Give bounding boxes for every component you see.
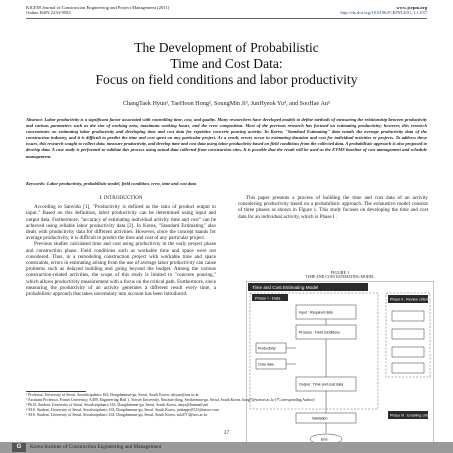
validation-box-text: Validation [312, 416, 328, 421]
footnote-rule [26, 391, 86, 392]
crew-box-text: Crew data [258, 362, 274, 367]
abstract: Abstract: Labor productivity is a significant factor associated with controlling time, cost, and quality. Many researchers have developed models to define methods of measuring the relationship between productivity and various parameters such as the size of working area, maximum working hours, and the crew composition. Most of the previous research has focused on estimating productivity; however, this research concentrates on estimating labor productivity and developing time and cost data for repetitive concrete pouring activity. In Korea, "Standard Estimating" data entails the average productivity data of the construction industry, and it is difficult to predict the time and cost spent on any particular project. As a result, errors occur in estimating duration and cost for individual activities or projects. To address these issues, this research sought to collect data, measure productivity, and develop time and cost data using labor productivity based on field conditions from the collected data. A probabilistic approach is also proposed to develop data. A case study is performed to validate this process using actual data collected from construction sites. It is possible that the result will be used as the EVMS baseline of cost management and schedule management. [26, 117, 427, 159]
publisher-name: Korea Institute of Construction Engineering and Management [30, 444, 162, 450]
intro-paragraph-1: According to Sanvido [1], "Productivity is defined as the ratio of product output to input." Based on this definition, labor productivity can be determined using input and output data. Furthermore, "accuracy of estimating individual activity time and cost" can be achieved using reliable labor productivity data [2]. In Korea, "Standard Estimating" also deals with productivity data for different activities. However, since the concept stands for average productivity, it is difficult to predict the time and cost of any particular project. [26, 204, 216, 242]
title-line-1: The Development of Probabilistic [134, 40, 319, 55]
output-box-text: Output : Time and cost data [299, 382, 344, 387]
phase3-label: Phase III : Enabling criteria [390, 413, 433, 418]
banner-text: Time and Cost Estimating Model [252, 285, 319, 290]
footnotes [26, 393, 427, 418]
footnote-4: ⁴ M.S. Student, University of Seoul, Seoulsiripdaero 163, Dongdaemun-gu, Seoul, South Korea, junhappy0521@naver.com [26, 408, 219, 413]
right-column [238, 195, 428, 220]
paper-title [40, 40, 413, 88]
footnote-2: ² Assistant Professor, Yonsei University, A409, Engineering Hall 1, Yonsei University, Sinchon-dong, Seodaemun-gu, Seoul, South Korea, hong7@yonsei.ac.kr (*Corresponding Author) [26, 398, 315, 403]
title-line-3: Focus on field conditions and labor productivity [95, 72, 358, 87]
process-box-text: Process : Field conditions [299, 330, 340, 335]
journal-website-link[interactable]: www.jcepm.org [396, 5, 427, 10]
productivity-box-text: Productivity [258, 346, 276, 351]
right-paragraph: This paper presents a process of building the time and cost data of an activity considering productivity based on a probabilistic approach. The exhaustive model consists of three phases as shown in Figure 1. This study focuses on developing the time and cost data for an individual activity, which is Phase I . [238, 195, 428, 220]
publisher-logo: G [12, 443, 26, 452]
title-line-2: Time and Cost Data: [170, 56, 283, 71]
footnote-3: ³ Ph.D. Student, University of Seoul, Seoulsiripdaero 163, Dongdaemun-gu, Seoul, South Korea, ismjx@hanmail.net [26, 403, 209, 408]
journal-header [26, 5, 169, 16]
footnote-1: ¹ Professor, University of Seoul, Seoulsiripdaero 163, Dongdaemun-gu, Seoul, South Korea, cthyun@uos.ac.kr [26, 393, 199, 397]
phase2-box-1 [392, 311, 424, 321]
end-node-text: End [321, 437, 328, 442]
phase1-label: Phase I : Data [255, 295, 281, 301]
author-list: ChangTaek Hyun¹, TaeHoon Hong², SoungMin Ji³, JunHyeok Yu⁴, and SooHae An⁵ [122, 100, 331, 107]
phase2-box-4 [392, 363, 424, 373]
issn: Online ISSN 2233-9582 [26, 10, 71, 16]
doi-link[interactable]: http://dx.doi.org/10.6106/JCEPM.2011.1.1.037 [340, 10, 427, 16]
header-rule [26, 18, 427, 19]
input-box-text: Input : Required data [299, 310, 333, 315]
figure-title: TIME AND COST ESTIMATING MODEL [305, 275, 375, 280]
figure-caption [250, 270, 430, 280]
phase2-box-3 [392, 347, 424, 357]
page-number: 37 [223, 430, 230, 436]
figure-label: FIGURE 1 [330, 270, 350, 275]
phase2-label: Phase II : Review criteria [390, 297, 430, 302]
intro-paragraph-2: Previous studies calculated time and cost using productivity in the early project phase and construction phase. Field conditions such as workable time and space were not considered. Thus, in a remodeling construction project with workable time and space constraints, errors in estimating arising from the use of average labor productivity can cause problems such as delayed building and going beyond the budget. Among the various construction-related activities, the scope of this study is limited to "concrete pouring," which allows productivity measurement with a focus on the critical path. Furthermore, since measuring the productivity of an activity generates a different result every time, a probabilistic approach that takes uncertainty into account has been introduced. [26, 241, 216, 298]
left-column [26, 195, 216, 385]
phase2-box-2 [392, 329, 424, 339]
journal-name: KICEM Journal of Construction Engineering and Project Management (2011) [26, 5, 170, 10]
keywords: Keywords: Labor productivity, probabilistic model, field condition, crew, time and cost data [26, 181, 197, 186]
time-cost-model-diagram [246, 281, 434, 451]
journal-links [340, 5, 427, 16]
section-heading-introduction: I. INTRODUCTION [99, 195, 143, 201]
footnote-5: ⁵ M.S. Student, University of Seoul, Seoulsiripdaero 163, Dongdaemun-gu, Seoul, South Korea, ash4713@uos.ac.kr [26, 413, 208, 418]
